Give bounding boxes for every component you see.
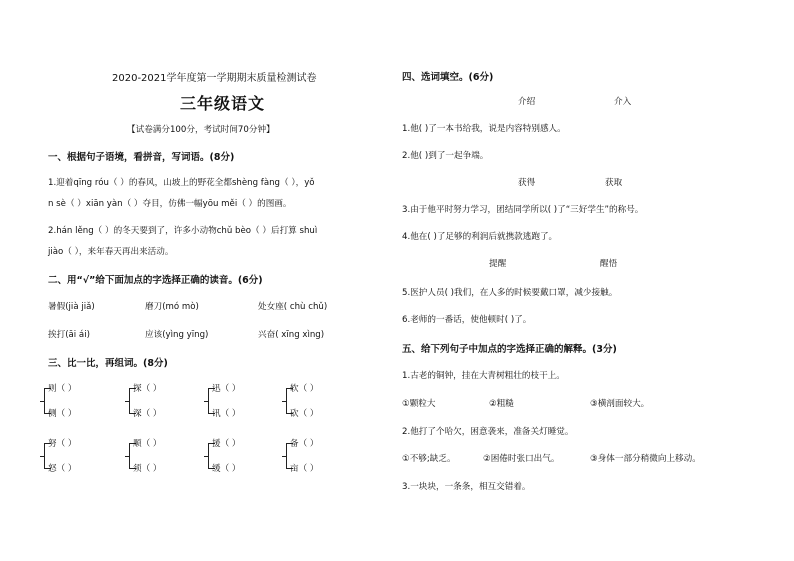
explain-question: 2.他打了个哈欠，困意袭来，准备关灯睡觉。	[402, 427, 574, 437]
section1-line: jiào（ ），来年春天再出来活动。	[48, 247, 174, 257]
char-compare-item: 讯（ ）	[212, 409, 241, 419]
section2-heading: 二、用“√”给下面加点的字选择正确的读音。(6分)	[48, 275, 263, 286]
pronunciation-item: 处女座( chù chǔ)	[258, 302, 328, 312]
word-choice: 介绍	[518, 97, 536, 107]
explain-option: ③身体一部分稍微向上移动。	[590, 454, 701, 464]
pronunciation-item: 暑假(jià jiǎ)	[48, 302, 95, 312]
char-compare-item: 迅（ ）	[212, 384, 241, 394]
char-compare-item: 砍（ ）	[290, 409, 319, 419]
explain-option: ①不够;缺乏。	[402, 454, 456, 464]
exam-info: 【试卷满分100分，考试时间70分钟】	[127, 125, 275, 135]
section1-heading: 一、根据句子语境，看拼音，写词语。(8分)	[48, 152, 235, 163]
word-choice: 醒悟	[600, 259, 618, 269]
pronunciation-item: 兴奋( xīng xìng)	[258, 330, 325, 340]
char-compare-item: 怒（ ）	[48, 464, 77, 474]
char-compare-item: 顺（ ）	[133, 439, 162, 449]
fill-question: 3.由于他平时努力学习，团结同学所以( )了“三好学生”的称号。	[402, 205, 644, 215]
char-compare-item: 缓（ ）	[212, 464, 241, 474]
char-compare-item: 努（ ）	[48, 439, 77, 449]
char-compare-item: 软（ ）	[290, 384, 319, 394]
section4-heading: 四、选词填空。(6分)	[402, 72, 494, 83]
word-choice: 获取	[605, 178, 623, 188]
word-choice: 提醒	[489, 259, 507, 269]
fill-question: 5.医护人员( )我们，在人多的时候要戴口罩，减少接触。	[402, 288, 618, 298]
char-compare-item: 探（ ）	[133, 384, 162, 394]
explain-option: ③横剖面较大。	[590, 399, 650, 409]
fill-question: 2.他( )到了一起争端。	[402, 151, 489, 161]
char-compare-item: 备（ ）	[290, 439, 319, 449]
char-compare-item: 侧（ ）	[48, 409, 77, 419]
section1-line: 2.hán lěng（ ）的冬天要到了，许多小动物chǔ bèo（ ）后打算 shuì	[48, 226, 318, 236]
pronunciation-item: 应该(yìng yīng)	[145, 330, 209, 340]
fill-question: 4.他在( )了足够的利润后就携款逃跑了。	[402, 232, 558, 242]
char-compare-item: 援（ ）	[212, 439, 241, 449]
word-choice: 介入	[614, 97, 632, 107]
section3-heading: 三、比一比，再组词。(8分)	[48, 358, 168, 369]
word-choice: 获得	[518, 178, 536, 188]
pronunciation-item: 磨刀(mó mò)	[145, 302, 199, 312]
grade-title: 三年级语文	[180, 94, 266, 113]
section1-line: 1.迎着qīng róu（ ）的春风，山坡上的野花全都shèng fàng（ ），yǒ	[48, 178, 315, 188]
section5-heading: 五、给下列句子中加点的字选择正确的解释。(3分)	[402, 344, 617, 355]
explain-question: 3.一块块，一条条，相互交错着。	[402, 482, 531, 492]
explain-option: ①颗粒大	[402, 399, 436, 409]
fill-question: 1.他( )了一本书给我，说是内容特别感人。	[402, 124, 566, 134]
explain-question: 1.古老的铜钟，挂在大青树粗壮的枝干上。	[402, 371, 565, 381]
char-compare-item: 深（ ）	[133, 409, 162, 419]
char-compare-item: 亩（ ）	[290, 464, 319, 474]
char-compare-item: 则（ ）	[48, 384, 77, 394]
fill-question: 6.老师的一番话，使他顿时( )了。	[402, 315, 532, 325]
exam-title-line: 2020-2021学年度第一学期期末质量检测试卷	[112, 73, 317, 84]
pronunciation-item: 挨打(āi ái)	[48, 330, 90, 340]
explain-option: ②困倦时张口出气。	[483, 454, 560, 464]
section1-line: n sè（ ）xiān yàn（ ）夺目，仿佛一幅yōu měi（ ）的图画。	[48, 199, 292, 209]
explain-option: ②粗糙	[489, 399, 514, 409]
char-compare-item: 须（ ）	[133, 464, 162, 474]
